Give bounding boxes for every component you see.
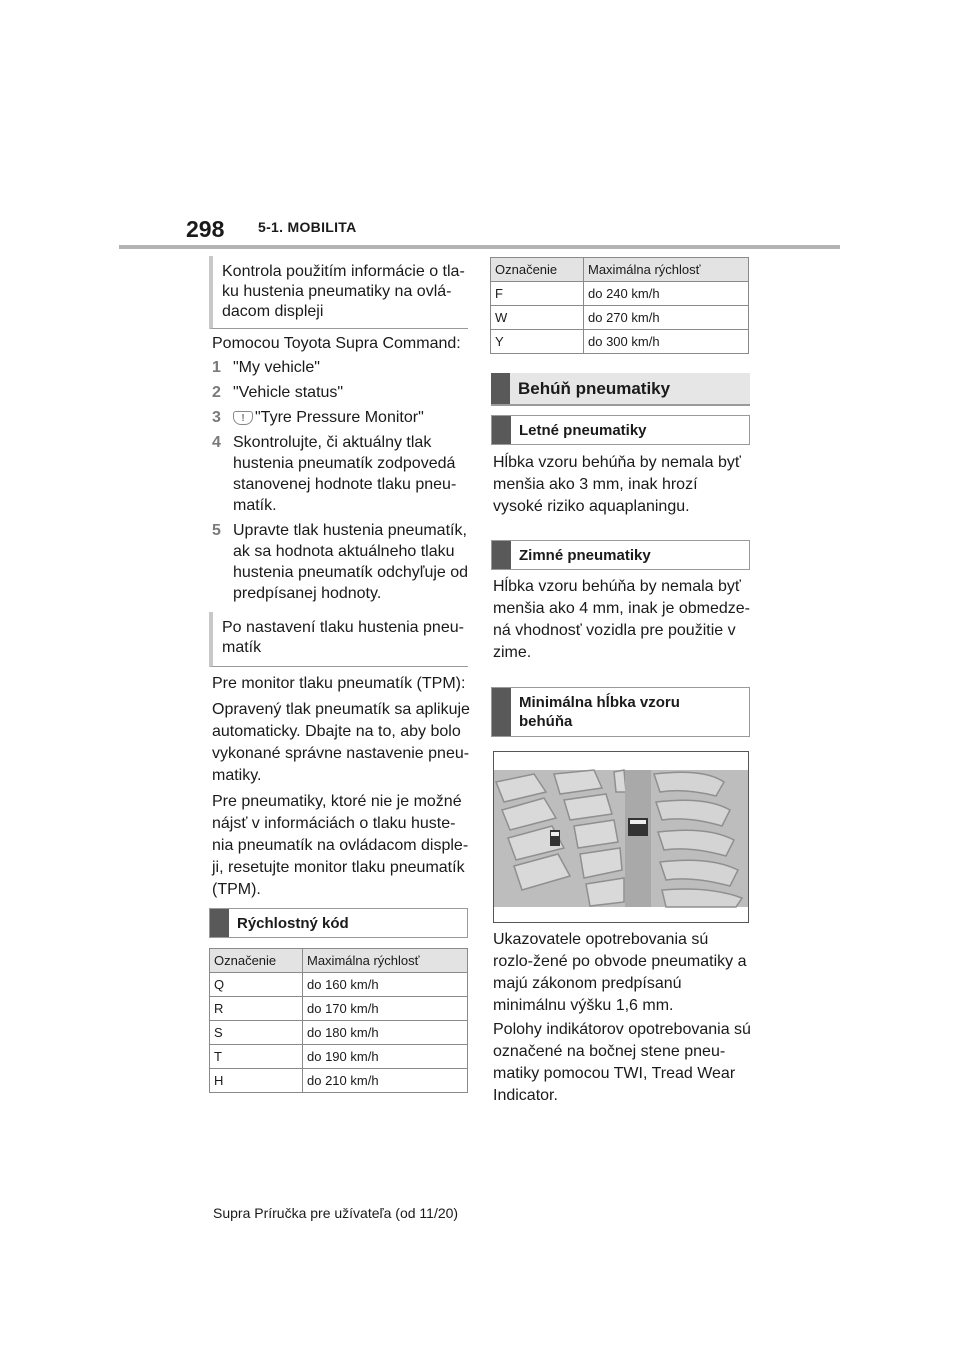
step-number: 5 xyxy=(212,522,221,539)
table-cell: do 190 km/h xyxy=(303,1045,468,1069)
tread-wear-indicator-illustration xyxy=(493,751,749,923)
speed-code-table-left xyxy=(209,948,468,1093)
column-header: Maximálna rýchlosť xyxy=(303,949,468,973)
step-number: 3 xyxy=(212,409,221,426)
infobox-text: Kontrola použitím informácie o tla-ku hustenia pneumatiky na ovlá-dacom displeji xyxy=(222,263,465,320)
winter-tyres-text: Hĺbka vzoru behúňa by nemala byť menšia ako 4 mm, inak je obmedze-ná vhodnosť vozidla pre použitie v zime. xyxy=(493,578,750,661)
column-header: Maximálna rýchlosť xyxy=(584,258,749,282)
table-cell: R xyxy=(210,997,303,1021)
heading-bar xyxy=(492,688,511,736)
infobox-text: Po nastavení tlaku hustenia pneu-matík xyxy=(222,619,464,656)
heading-bar xyxy=(492,541,511,569)
step-number: 4 xyxy=(212,434,221,451)
steps-list xyxy=(212,357,470,608)
paragraph: Pre pneumatiky, ktoré nie je možné nájsť v informáciách o tlaku huste-nia pneumatík na ovládacom disple-ji, resetujte monitor tlaku pneumatík (TPM). xyxy=(212,793,469,898)
summer-tyres-text: Hĺbka vzoru behúňa by nemala byť menšia ako 3 mm, inak hrozí vysoké riziko aquaplaningu. xyxy=(493,454,741,515)
table-cell: do 210 km/h xyxy=(303,1069,468,1093)
table-cell: H xyxy=(210,1069,303,1093)
table-cell: do 240 km/h xyxy=(584,282,749,306)
table-row xyxy=(210,973,468,997)
table-cell: T xyxy=(210,1045,303,1069)
tyre-tread-image xyxy=(494,752,748,922)
step-item xyxy=(212,407,470,428)
step-text: "Vehicle status" xyxy=(233,384,344,401)
table-cell: do 270 km/h xyxy=(584,306,749,330)
tread-heading xyxy=(491,373,750,406)
twi-position-text: Polohy indikátorov opotrebovania sú označené na bočnej stene pneu-matiky pomocou TWI, Tread Wear Indicator. xyxy=(493,1021,751,1104)
step-text: Skontrolujte, či aktuálny tlak hustenia pneumatík zodpovedá stanovenej hodnote tlaku pneu-matík. xyxy=(233,434,457,514)
table-cell: F xyxy=(491,282,584,306)
after-adjust-infobox xyxy=(209,612,468,667)
table-cell: do 170 km/h xyxy=(303,997,468,1021)
table-cell: do 180 km/h xyxy=(303,1021,468,1045)
min-tread-depth-heading xyxy=(491,687,750,737)
step-text: Upravte tlak hustenia pneumatík, ak sa hodnota aktuálneho tlaku hustenia pneumatík odchyľuje od predpísanej hodnoty. xyxy=(233,522,469,602)
step-item xyxy=(212,520,470,604)
table-row xyxy=(491,282,749,306)
heading-label: Letné pneumatiky xyxy=(519,421,647,439)
table-cell: W xyxy=(491,306,584,330)
page-number: 298 xyxy=(186,216,225,242)
step-number: 1 xyxy=(212,359,221,376)
speed-code-heading xyxy=(209,908,468,938)
tpm-text-block xyxy=(212,673,470,901)
wear-indicator-text: Ukazovatele opotrebovania sú rozlo-žené po obvode pneumatiky a majú zákonom predpísanú minimálnu výšku 1,6 mm. xyxy=(493,931,747,1014)
table-cell: Q xyxy=(210,973,303,997)
section-title: 5-1. MOBILITA xyxy=(258,219,357,235)
paragraph: Pre monitor tlaku pneumatík (TPM): xyxy=(212,675,466,692)
heading-label: Minimálna hĺbka vzoru behúňa xyxy=(519,694,680,730)
table-row xyxy=(210,997,468,1021)
tpms-warning-icon: ! xyxy=(233,411,253,425)
table-row xyxy=(210,1045,468,1069)
intro-text: Pomocou Toyota Supra Command: xyxy=(212,335,461,352)
heading-label: Behúň pneumatiky xyxy=(518,379,671,398)
table-header-row xyxy=(210,949,468,973)
page-footer: Supra Príručka pre užívateľa (od 11/20) xyxy=(213,1205,459,1221)
winter-tyres-heading xyxy=(491,540,750,570)
column-header: Označenie xyxy=(491,258,584,282)
table-cell: S xyxy=(210,1021,303,1045)
heading-label: Zimné pneumatiky xyxy=(519,546,651,564)
step-text: "Tyre Pressure Monitor" xyxy=(255,409,424,426)
table-cell: do 300 km/h xyxy=(584,330,749,354)
heading-bar xyxy=(210,909,229,937)
step-text: "My vehicle" xyxy=(233,359,320,376)
summer-tyres-heading xyxy=(491,415,750,445)
column-header: Označenie xyxy=(210,949,303,973)
table-cell: Y xyxy=(491,330,584,354)
tpms-display-infobox xyxy=(209,256,468,329)
table-header-row xyxy=(491,258,749,282)
heading-label: Rýchlostný kód xyxy=(237,914,349,932)
speed-code-table-right xyxy=(490,257,749,354)
header-rule xyxy=(119,245,840,249)
step-number: 2 xyxy=(212,384,221,401)
heading-bar xyxy=(492,416,511,444)
step-item xyxy=(212,357,470,378)
table-row xyxy=(210,1069,468,1093)
step-item xyxy=(212,432,470,516)
table-row xyxy=(210,1021,468,1045)
heading-bar xyxy=(491,373,510,404)
paragraph: Opravený tlak pneumatík sa aplikuje automaticky. Dbajte na to, aby bolo vykonané správne nastavenie pneu-matiky. xyxy=(212,701,470,784)
table-row xyxy=(491,330,749,354)
table-cell: do 160 km/h xyxy=(303,973,468,997)
step-item xyxy=(212,382,470,403)
table-row xyxy=(491,306,749,330)
